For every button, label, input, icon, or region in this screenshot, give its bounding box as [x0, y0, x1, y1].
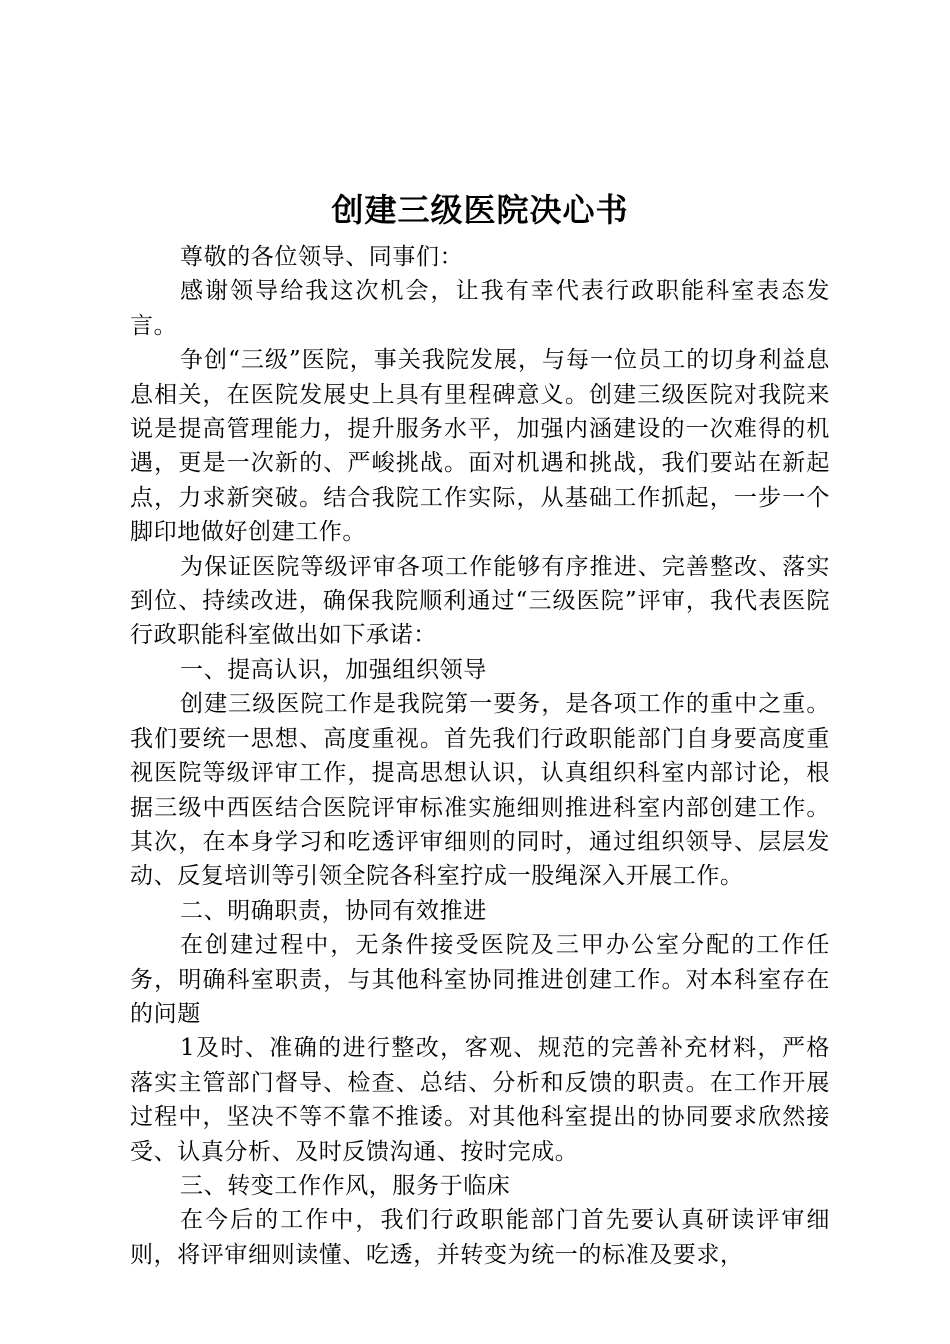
document-page — [130, 180, 830, 1272]
paragraph-significance: 争创“三级”医院，事关我院发展，与每一位员工的切身利益息息相关，在医院发展史上具有里程碑意义。创建三级医院对我院来说是提高管理能力，提升服务水平，加强内涵建设的一次难得的机遇，更是一次新的、严峻挑战。面对机遇和挑战，我们要站在新起点，力求新突破。结合我院工作实际，从基础工作抓起，一步一个脚印地做好创建工作。 — [130, 347, 830, 546]
salutation: 尊敬的各位领导、同事们： — [180, 244, 464, 270]
section-heading-3: 三、转变工作作风，服务于临床 — [180, 1172, 511, 1199]
document-title: 创建三级医院决心书 — [331, 191, 629, 229]
section-heading-2: 二、明确职责，协同有效推进 — [180, 897, 487, 924]
paragraph-thanks: 感谢领导给我这次机会，让我有幸代表行政职能科室表态发言。 — [130, 278, 830, 339]
paragraph-section-2a: 在创建过程中，无条件接受医院及三甲办公室分配的工作任务，明确科室职责，与其他科室协同推进创建工作。对本科室存在的问题 — [130, 932, 830, 1027]
paragraph-section-3: 在今后的工作中，我们行政职能部门首先要认真研读评审细则，将评审细则读懂、吃透，并转变为统一的标准及要求， — [130, 1207, 830, 1268]
section-heading-1: 一、提高认识，加强组织领导 — [180, 656, 487, 683]
paragraph-section-2b: 1及时、准确的进行整改，客观、规范的完善补充材料，严格落实主管部门督导、检查、总结、分析和反馈的职责。在工作开展过程中，坚决不等不靠不推诿。对其他科室提出的协同要求欣然接受、认真分析、及时反馈沟通、按时完成。 — [130, 1035, 830, 1165]
paragraph-commitment-intro: 为保证医院等级评审各项工作能够有序推进、完善整改、落实到位、持续改进，确保我院顺利通过“三级医院”评审，我代表医院行政职能科室做出如下承诺： — [130, 553, 830, 649]
paragraph-section-1: 创建三级医院工作是我院第一要务，是各项工作的重中之重。我们要统一思想、高度重视。首先我们行政职能部门自身要高度重视医院等级评审工作，提高思想认识，认真组织科室内部讨论，根据三级中西医结合医院评审标准实施细则推进科室内部创建工作。其次，在本身学习和吃透评审细则的同时，通过组织领导、层层发动、反复培训等引领全院各科室拧成一股绳深入开展工作。 — [130, 691, 830, 890]
